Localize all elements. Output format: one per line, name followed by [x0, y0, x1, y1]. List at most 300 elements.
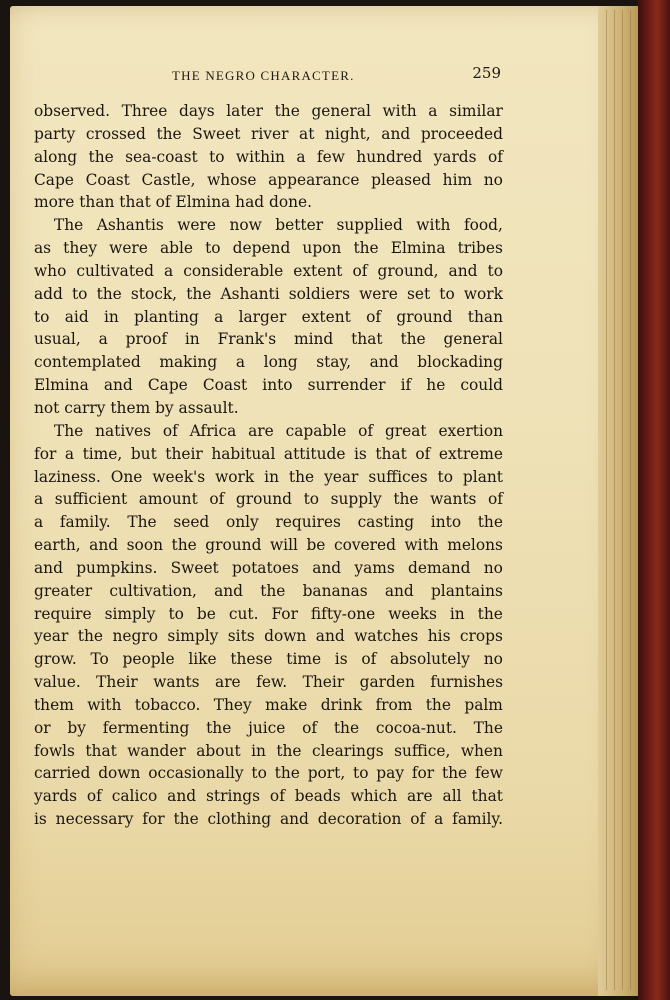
word: Ashanti: [220, 284, 280, 303]
word: he: [426, 376, 446, 395]
word: extent: [293, 261, 343, 280]
word: all: [442, 787, 462, 806]
word: considerable: [183, 261, 284, 280]
word: for: [411, 764, 435, 783]
word: are: [407, 787, 433, 806]
word: the: [186, 284, 212, 303]
word: and: [214, 581, 244, 600]
word: of: [488, 490, 503, 509]
word: of: [358, 421, 374, 440]
word: Their: [302, 673, 345, 692]
text-line: [34, 740, 503, 763]
word: and: [384, 581, 414, 600]
word: by: [155, 398, 179, 417]
word: and: [448, 261, 478, 280]
word: to: [205, 239, 221, 258]
word: surrender: [307, 376, 386, 395]
word: clearings: [311, 741, 384, 760]
word: of: [155, 193, 176, 212]
word: Castle,: [141, 170, 196, 189]
word: a: [428, 102, 438, 120]
word: yards: [34, 787, 77, 806]
word: work: [463, 284, 503, 303]
word: the: [477, 604, 503, 623]
word: carried: [34, 764, 91, 783]
word: habitual: [211, 444, 276, 463]
word: a: [98, 330, 108, 349]
word: the: [156, 124, 182, 143]
word: with: [87, 695, 122, 714]
word: a: [34, 490, 44, 509]
body-text: [34, 100, 503, 831]
word: the: [425, 695, 451, 714]
text-line: [34, 717, 503, 740]
word: and: [167, 787, 197, 806]
word: for: [34, 444, 57, 463]
word: potatoes: [232, 558, 299, 577]
word: are: [215, 673, 241, 692]
text-line: [34, 397, 503, 420]
word: fifty-one: [310, 604, 376, 623]
word: Cape: [34, 170, 74, 189]
word: laziness.: [34, 467, 101, 486]
word: ground: [205, 536, 262, 555]
word: had: [235, 193, 270, 212]
page-edge-line: [622, 10, 623, 990]
word: days: [179, 102, 215, 120]
page-number: 259: [472, 64, 501, 82]
word: of: [269, 787, 285, 806]
word: absolutely: [390, 650, 470, 669]
word: suffices: [368, 467, 428, 486]
word: to: [251, 764, 267, 783]
word: when: [460, 741, 503, 760]
word: pumpkins.: [76, 558, 158, 577]
word: the: [400, 330, 426, 349]
word: to: [303, 490, 320, 509]
book-spine: [638, 0, 670, 1000]
word: a: [235, 353, 246, 372]
word: negro: [112, 627, 158, 646]
word: juice: [248, 718, 286, 737]
word: the: [274, 102, 300, 120]
word: by: [67, 718, 86, 737]
word: soon: [126, 536, 163, 555]
word: of: [366, 307, 382, 326]
word: no: [483, 558, 503, 577]
word: long: [263, 353, 298, 372]
word: Ashantis: [96, 216, 164, 235]
word: Elmina: [34, 376, 89, 395]
word: more: [34, 193, 80, 212]
text-line: [34, 808, 503, 831]
word: could: [460, 376, 503, 395]
word: mind: [294, 330, 334, 349]
text-line: [34, 420, 503, 443]
word: down: [264, 627, 307, 646]
word: yards: [433, 147, 477, 166]
word: aid: [64, 307, 89, 326]
word: is: [353, 444, 367, 463]
text-line: [34, 374, 503, 397]
word: the: [288, 467, 315, 486]
word: tobacco.: [134, 695, 201, 714]
word: simply: [167, 627, 219, 646]
word: able: [159, 239, 194, 258]
word: Elmina: [175, 193, 236, 212]
text-line: [34, 351, 503, 374]
word: party: [34, 124, 76, 143]
word: supply: [330, 490, 382, 509]
word: river: [250, 124, 289, 143]
word: were: [109, 239, 148, 258]
word: wander: [127, 741, 186, 760]
word: of: [209, 490, 225, 509]
word: cut.: [228, 604, 259, 623]
word: with: [404, 536, 439, 555]
word: the: [353, 239, 379, 258]
word: and: [312, 558, 342, 577]
word: only: [225, 513, 259, 532]
word: of: [410, 810, 426, 829]
word: ground: [235, 490, 293, 509]
word: that: [471, 787, 503, 806]
word: few: [474, 764, 503, 783]
word: requires: [275, 513, 341, 532]
word: Frank's: [217, 330, 277, 349]
word: extreme: [438, 444, 503, 463]
word: to: [439, 284, 455, 303]
word: were: [177, 216, 216, 235]
word: a: [434, 810, 444, 829]
word: night,: [325, 124, 371, 143]
word: no: [483, 650, 503, 669]
word: stay,: [316, 353, 352, 372]
word: people: [122, 650, 175, 669]
word: bananas: [302, 581, 368, 600]
word: exertion: [438, 421, 503, 440]
text-line: [34, 694, 503, 717]
word: similar: [449, 102, 503, 120]
word: that: [119, 193, 156, 212]
text-line: [34, 328, 503, 351]
word: crossed: [85, 124, 146, 143]
word: be: [306, 536, 326, 555]
word: of: [352, 261, 368, 280]
text-line: [34, 214, 503, 237]
word: proceeded: [420, 124, 503, 143]
word: usual,: [34, 330, 81, 349]
word: cultivation,: [109, 581, 197, 600]
word: Africa: [189, 421, 237, 440]
text-line: [34, 648, 503, 671]
word: not: [34, 398, 65, 417]
word: and: [103, 376, 133, 395]
word: food,: [463, 216, 503, 235]
word: sufficient: [54, 490, 128, 509]
word: require: [34, 604, 92, 623]
word: drink: [320, 695, 363, 714]
word: and: [89, 536, 119, 555]
text-line: [34, 762, 503, 785]
word: a: [64, 444, 75, 463]
page-edge-line: [614, 10, 615, 990]
word: great: [384, 421, 427, 440]
word: down: [98, 764, 141, 783]
word: and: [315, 627, 345, 646]
word: earth,: [34, 536, 81, 555]
word: and: [34, 558, 63, 577]
text-line: [34, 534, 503, 557]
word: proof: [125, 330, 168, 349]
text-line: [34, 785, 503, 808]
word: make: [265, 695, 308, 714]
word: upon: [302, 239, 342, 258]
word: larger: [238, 307, 287, 326]
text-line: [34, 169, 503, 192]
word: than: [79, 193, 120, 212]
word: to: [487, 261, 503, 280]
word: at: [299, 124, 315, 143]
word: into: [262, 376, 293, 395]
word: who: [34, 261, 67, 280]
word: to: [72, 284, 88, 303]
word: with: [382, 102, 417, 120]
word: to: [353, 764, 369, 783]
word: the: [477, 513, 503, 532]
word: plantains: [430, 581, 503, 600]
word: the: [171, 536, 197, 555]
word: with: [416, 216, 451, 235]
word: family.: [59, 513, 111, 532]
word: week's: [152, 467, 206, 486]
word: they: [63, 239, 98, 258]
word: seed: [173, 513, 210, 532]
word: is: [334, 650, 348, 669]
word: Sweet: [170, 558, 219, 577]
word: the: [77, 627, 104, 646]
word: that: [85, 741, 117, 760]
word: of: [487, 147, 503, 166]
word: necessary: [55, 810, 134, 829]
word: greater: [34, 581, 93, 600]
word: the: [276, 741, 302, 760]
word: that: [351, 330, 383, 349]
word: contemplated: [34, 353, 141, 372]
text-line: [34, 283, 503, 306]
text-line: [34, 237, 503, 260]
page-text-block: [34, 64, 503, 831]
word: They: [213, 695, 252, 714]
word: melons: [447, 536, 503, 555]
word: that: [375, 444, 407, 463]
word: crops: [459, 627, 503, 646]
word: in: [449, 604, 465, 623]
word: these: [230, 650, 273, 669]
word: along: [34, 147, 78, 166]
page-edge-line: [606, 10, 607, 990]
word: observed.: [34, 102, 111, 120]
word: capable: [285, 421, 347, 440]
word: whose: [207, 170, 257, 189]
word: general: [311, 102, 371, 120]
word: The: [54, 421, 84, 440]
word: in: [103, 307, 119, 326]
word: his: [427, 627, 451, 646]
word: to: [34, 307, 50, 326]
word: stock,: [130, 284, 178, 303]
word: soldiers: [288, 284, 350, 303]
word: and: [381, 124, 411, 143]
word: palm: [464, 695, 503, 714]
word: fowls: [34, 741, 75, 760]
word: cocoa-nut.: [375, 718, 457, 737]
word: no: [483, 170, 503, 189]
text-line: [34, 191, 503, 214]
word: of: [415, 444, 431, 463]
text-line: [34, 443, 503, 466]
text-line: [34, 488, 503, 511]
word: to: [209, 147, 225, 166]
word: work: [215, 467, 255, 486]
word: wants: [153, 673, 200, 692]
word: if: [400, 376, 412, 395]
word: were: [359, 284, 398, 303]
word: the: [206, 718, 232, 737]
word: as: [34, 239, 52, 258]
word: few: [316, 147, 345, 166]
word: year: [324, 467, 359, 486]
word: in: [184, 330, 200, 349]
word: cultivated: [76, 261, 154, 280]
word: which: [350, 787, 398, 806]
word: will: [269, 536, 298, 555]
word: occasionally: [148, 764, 244, 783]
word: from: [375, 695, 413, 714]
word: strings: [206, 787, 261, 806]
word: about: [196, 741, 241, 760]
word: natives: [95, 421, 152, 440]
word: grow.: [34, 650, 77, 669]
word: planting: [134, 307, 199, 326]
word: yams: [354, 558, 395, 577]
word: a: [164, 261, 174, 280]
word: amount: [138, 490, 198, 509]
word: blockading: [417, 353, 503, 372]
text-line: [34, 306, 503, 329]
word: of: [361, 650, 377, 669]
page-edge-line: [630, 10, 631, 990]
word: of: [86, 787, 102, 806]
word: and: [279, 810, 309, 829]
word: the: [260, 581, 286, 600]
word: to: [168, 604, 184, 623]
word: depend: [232, 239, 291, 258]
word: but: [130, 444, 157, 463]
word: a: [34, 513, 44, 532]
word: For: [271, 604, 298, 623]
word: To: [90, 650, 109, 669]
word: Elmina: [390, 239, 446, 258]
word: sits: [227, 627, 255, 646]
page-gutter: [598, 6, 638, 996]
word: making: [159, 353, 218, 372]
word: them: [110, 398, 156, 417]
text-line: [34, 580, 503, 603]
word: demand: [408, 558, 471, 577]
word: ground: [396, 307, 453, 326]
running-title: THE NEGRO CHARACTER.: [172, 68, 355, 83]
word: of: [302, 718, 318, 737]
word: done.: [269, 193, 313, 212]
word: Sweet: [192, 124, 241, 143]
word: family.: [452, 810, 503, 829]
word: the: [96, 284, 122, 303]
text-line: [34, 146, 503, 169]
word: furnishes: [430, 673, 503, 692]
word: attitude: [283, 444, 346, 463]
word: to: [437, 467, 453, 486]
text-line: [34, 123, 503, 146]
word: hundred: [356, 147, 423, 166]
word: Cape: [147, 376, 188, 395]
text-line: [34, 603, 503, 626]
word: a: [296, 147, 306, 166]
word: The: [54, 216, 84, 235]
word: suffice,: [394, 741, 451, 760]
word: general: [443, 330, 503, 349]
word: in: [264, 467, 279, 486]
word: of: [162, 421, 178, 440]
word: covered: [333, 536, 396, 555]
word: Three: [121, 102, 168, 120]
word: decoration: [317, 810, 402, 829]
word: are: [248, 421, 274, 440]
word: Coast: [202, 376, 248, 395]
word: watches: [354, 627, 419, 646]
word: assault.: [178, 398, 239, 417]
word: tribes: [457, 239, 503, 258]
text-line: [34, 260, 503, 283]
word: set: [406, 284, 431, 303]
word: a: [214, 307, 224, 326]
word: the: [393, 490, 419, 509]
text-line: [34, 625, 503, 648]
word: ground,: [377, 261, 439, 280]
word: fermenting: [102, 718, 190, 737]
word: One: [110, 467, 143, 486]
page-header: [34, 64, 503, 96]
word: year: [34, 627, 69, 646]
text-line: [34, 557, 503, 580]
word: him: [442, 170, 473, 189]
word: them: [34, 695, 74, 714]
word: is: [34, 810, 47, 829]
word: time,: [82, 444, 123, 463]
word: or: [34, 718, 51, 737]
word: like: [188, 650, 217, 669]
word: calico: [111, 787, 158, 806]
word: and: [369, 353, 399, 372]
word: supplied: [336, 216, 403, 235]
word: simply: [104, 604, 156, 623]
word: pay: [376, 764, 405, 783]
word: casting: [357, 513, 415, 532]
text-line: [34, 100, 503, 123]
word: clothing: [207, 810, 272, 829]
word: The: [127, 513, 157, 532]
word: within: [235, 147, 285, 166]
